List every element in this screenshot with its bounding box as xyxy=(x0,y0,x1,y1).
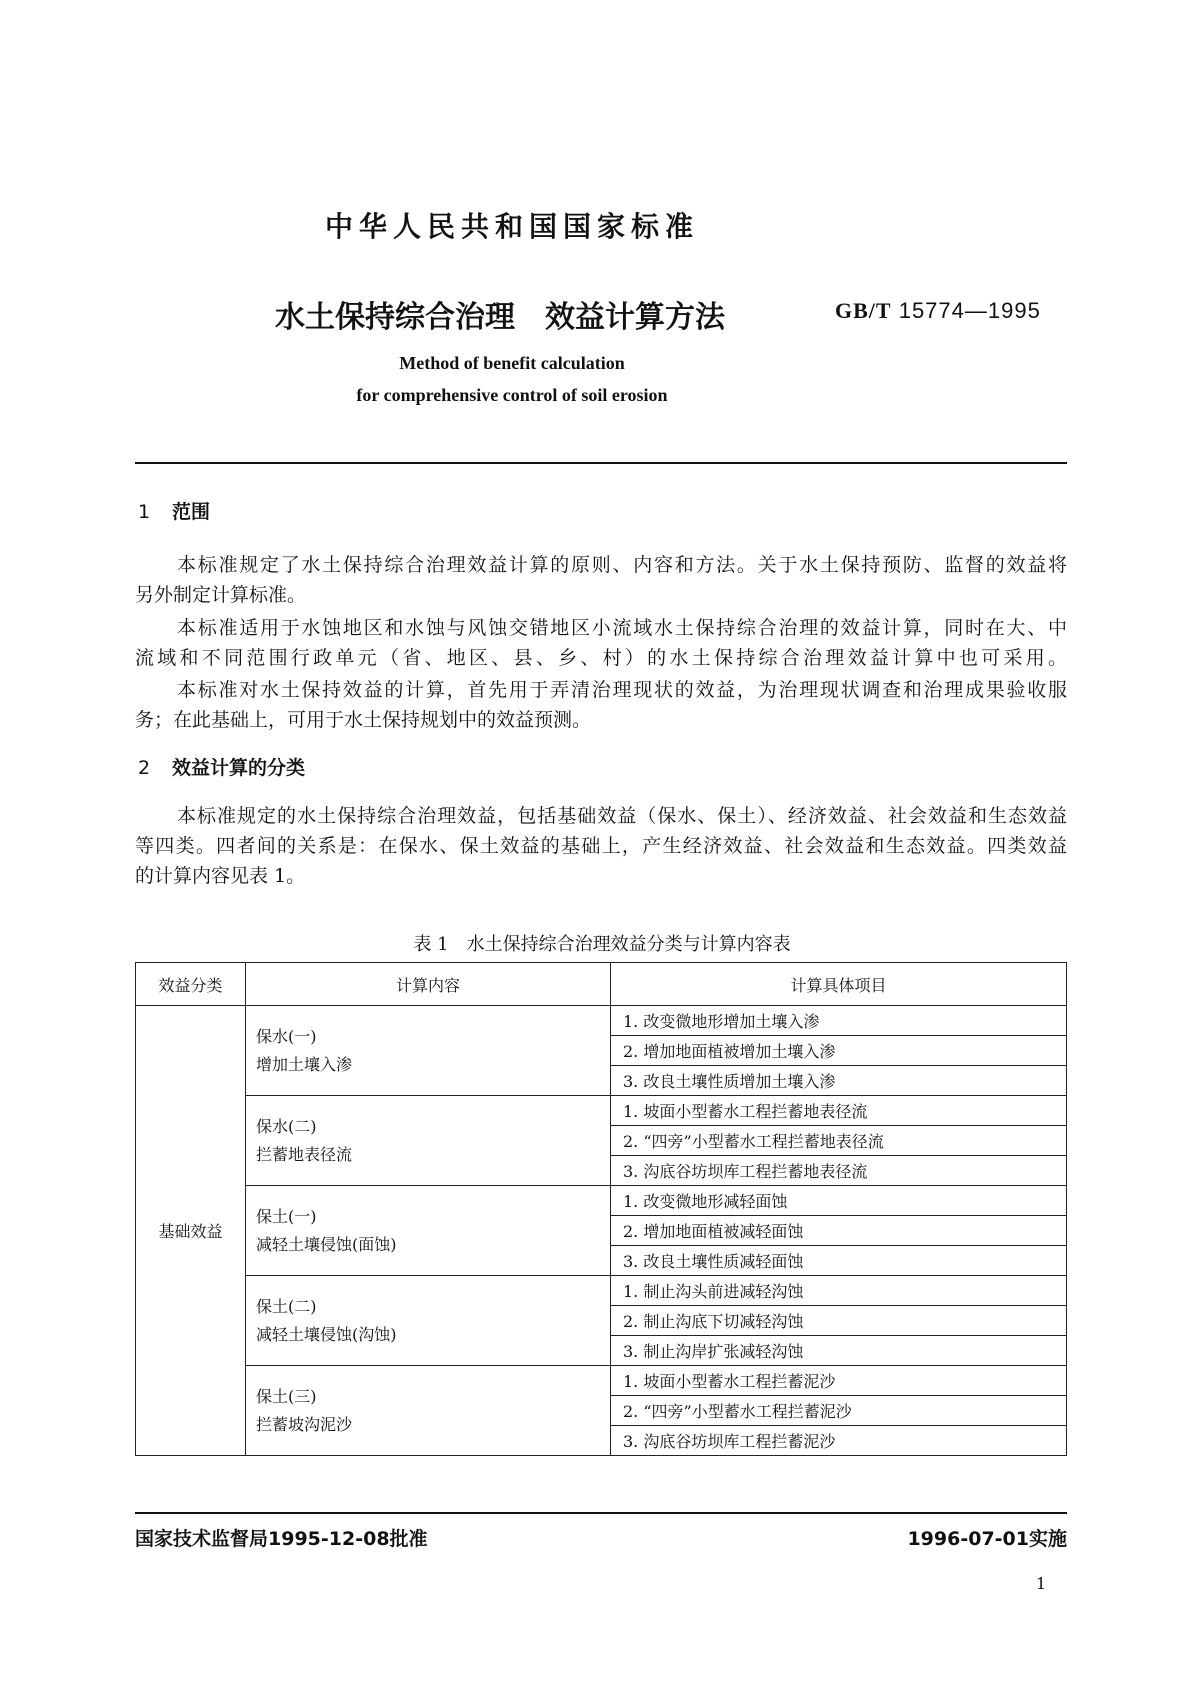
content-cell xyxy=(246,1006,611,1096)
content-name: 保水(一) xyxy=(256,1026,317,1046)
paragraph-line: 另外制定计算标准。 xyxy=(135,584,307,606)
benefit-classification-table xyxy=(135,962,1067,1456)
standard-code xyxy=(835,298,1041,324)
item-cell: 3. 改良土壤性质增加土壤入渗 xyxy=(611,1066,1067,1096)
code-number: 15774—1995 xyxy=(898,298,1041,323)
english-title-line1: Method of benefit calculation xyxy=(399,353,625,373)
table-row xyxy=(136,1276,1067,1306)
item-cell: 1. 改变微地形增加土壤入渗 xyxy=(611,1006,1067,1036)
section-title: 范围 xyxy=(172,501,211,523)
page-number: 1 xyxy=(1036,1574,1047,1593)
item-cell: 3. 改良土壤性质减轻面蚀 xyxy=(611,1246,1067,1276)
content-name: 保土(二) xyxy=(256,1296,317,1316)
paragraph-line: 的计算内容见表 1。 xyxy=(135,865,306,887)
item-cell: 1. 制止沟头前进减轻沟蚀 xyxy=(611,1276,1067,1306)
paragraph-line: 等四类。四者间的关系是：在保水、保土效益的基础上，产生经济效益、社会效益和生态效益。四类效益 xyxy=(135,835,1067,857)
paragraph-line: 务；在此基础上，可用于水土保持规划中的效益预测。 xyxy=(135,709,592,731)
content-desc: 拦蓄坡沟泥沙 xyxy=(256,1414,353,1434)
title-part2: 效益计算方法 xyxy=(545,300,725,335)
item-cell: 2. 制止沟底下切减轻沟蚀 xyxy=(611,1306,1067,1336)
section-title: 效益计算的分类 xyxy=(172,757,306,779)
table-row xyxy=(136,1366,1067,1396)
header-content: 计算内容 xyxy=(246,963,611,1006)
table-header-row xyxy=(136,963,1067,1006)
content-cell xyxy=(246,1366,611,1456)
effective-date: 1996-07-01实施 xyxy=(907,1528,1067,1550)
english-title-line2: for comprehensive control of soil erosion xyxy=(356,385,668,405)
item-cell: 2. 增加地面植被增加土壤入渗 xyxy=(611,1036,1067,1066)
content-name: 保土(三) xyxy=(256,1386,317,1406)
item-cell: 1. 改变微地形减轻面蚀 xyxy=(611,1186,1067,1216)
section-2-heading xyxy=(138,753,305,780)
table-caption: 表 1 水土保持综合治理效益分类与计算内容表 xyxy=(413,934,791,955)
header-category: 效益分类 xyxy=(136,963,246,1006)
item-cell: 3. 沟底谷坊坝库工程拦蓄泥沙 xyxy=(611,1426,1067,1456)
approval-text: 国家技术监督局1995-12-08批准 xyxy=(135,1528,428,1550)
header-items: 计算具体项目 xyxy=(611,963,1067,1006)
item-cell: 3. 制止沟岸扩张减轻沟蚀 xyxy=(611,1336,1067,1366)
content-cell xyxy=(246,1096,611,1186)
paragraph-line: 本标准规定了水土保持综合治理效益计算的原则、内容和方法。关于水土保持预防、监督的效益将 xyxy=(177,554,1067,576)
content-cell xyxy=(246,1186,611,1276)
code-prefix: GB/T xyxy=(835,298,892,323)
item-cell: 2. “四旁”小型蓄水工程拦蓄地表径流 xyxy=(611,1126,1067,1156)
content-name: 保土(一) xyxy=(256,1206,317,1226)
item-cell: 2. “四旁”小型蓄水工程拦蓄泥沙 xyxy=(611,1396,1067,1426)
section-number: 2 xyxy=(138,757,151,779)
item-cell: 1. 坡面小型蓄水工程拦蓄地表径流 xyxy=(611,1096,1067,1126)
table-row xyxy=(136,1186,1067,1216)
category-cell: 基础效益 xyxy=(136,1006,246,1456)
section-number: 1 xyxy=(138,501,151,523)
header-divider xyxy=(135,462,1067,464)
content-desc: 增加土壤入渗 xyxy=(256,1054,353,1074)
content-cell xyxy=(246,1276,611,1366)
standard-type-heading: 中华人民共和国国家标准 xyxy=(324,210,699,243)
paragraph-line: 本标准适用于水蚀地区和水蚀与风蚀交错地区小流域水土保持综合治理的效益计算，同时在大、中 xyxy=(177,617,1067,639)
table-row xyxy=(136,1006,1067,1036)
paragraph-line: 本标准规定的水土保持综合治理效益，包括基础效益（保水、保土）、经济效益、社会效益和生态效益 xyxy=(177,805,1067,827)
title-part1: 水土保持综合治理 xyxy=(275,300,515,335)
document-title xyxy=(275,292,725,336)
item-cell: 3. 沟底谷坊坝库工程拦蓄地表径流 xyxy=(611,1156,1067,1186)
table-row xyxy=(136,1096,1067,1126)
paragraph-line: 本标准对水土保持效益的计算，首先用于弄清治理现状的效益，为治理现状调查和治理成果验收服 xyxy=(177,679,1067,701)
item-cell: 2. 增加地面植被减轻面蚀 xyxy=(611,1216,1067,1246)
content-desc: 拦蓄地表径流 xyxy=(256,1144,353,1164)
content-desc: 减轻土壤侵蚀(沟蚀) xyxy=(256,1324,397,1344)
content-desc: 减轻土壤侵蚀(面蚀) xyxy=(256,1234,397,1254)
section-1-heading xyxy=(138,497,210,524)
footer-divider xyxy=(135,1512,1067,1514)
item-cell: 1. 坡面小型蓄水工程拦蓄泥沙 xyxy=(611,1366,1067,1396)
paragraph-line: 流域和不同范围行政单元（省、地区、县、乡、村）的水土保持综合治理效益计算中也可采用。 xyxy=(135,647,1067,669)
content-name: 保水(二) xyxy=(256,1116,317,1136)
